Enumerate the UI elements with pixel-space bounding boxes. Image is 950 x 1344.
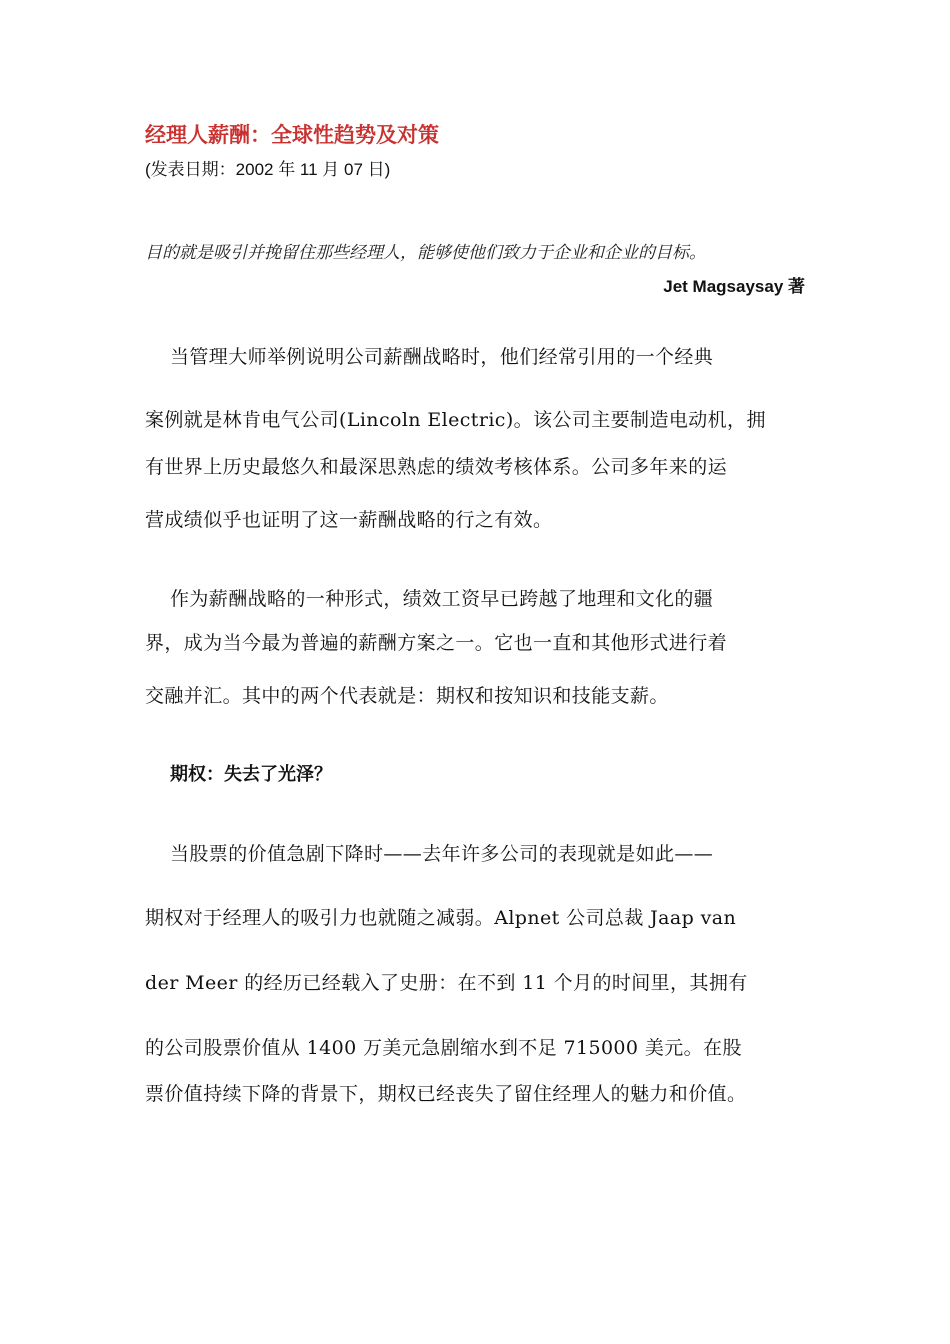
section-paragraph-line-1: 当股票的价值急剧下降时——去年许多公司的表现就是如此——: [170, 843, 714, 865]
paragraph-1-line-4: 营成绩似乎也证明了这一薪酬战略的行之有效。: [145, 509, 553, 531]
section-paragraph-line-4: 的公司股票价值从 1400 万美元急剧缩水到不足 715000 美元。在股: [145, 1037, 742, 1059]
paragraph-1-line-2: 案例就是林肯电气公司(Lincoln Electric)。该公司主要制造电动机，拥: [145, 409, 766, 431]
section-heading: 期权：失去了光泽？: [170, 764, 332, 785]
paragraph-2-line-2: 界，成为当今最为普遍的薪酬方案之一。它也一直和其他形式进行着: [145, 632, 728, 654]
section-paragraph-line-3: der Meer 的经历已经载入了史册：在不到 11 个月的时间里，其拥有: [145, 972, 748, 994]
section-paragraph-line-2: 期权对于经理人的吸引力也就随之减弱。Alpnet 公司总裁 Jaap van: [145, 907, 737, 929]
article-title: 经理人薪酬：全球性趋势及对策: [145, 123, 439, 147]
publish-date: (发表日期：2002 年 11 月 07 日): [145, 160, 391, 179]
section-paragraph-line-5: 票价值持续下降的背景下，期权已经丧失了留住经理人的魅力和价值。: [145, 1083, 747, 1105]
paragraph-1-line-3: 有世界上历史最悠久和最深思熟虑的绩效考核体系。公司多年来的运: [145, 456, 728, 478]
epigraph-quote: 目的就是吸引并挽留住那些经理人，能够使他们致力于企业和企业的目标。: [145, 243, 706, 263]
paragraph-2-line-3: 交融并汇。其中的两个代表就是：期权和按知识和技能支薪。: [145, 685, 669, 707]
paragraph-1-line-1: 当管理大师举例说明公司薪酬战略时，他们经常引用的一个经典: [170, 346, 714, 368]
paragraph-2-line-1: 作为薪酬战略的一种形式，绩效工资早已跨越了地理和文化的疆: [170, 588, 714, 610]
author-byline: Jet Magsaysay 著: [663, 277, 805, 296]
